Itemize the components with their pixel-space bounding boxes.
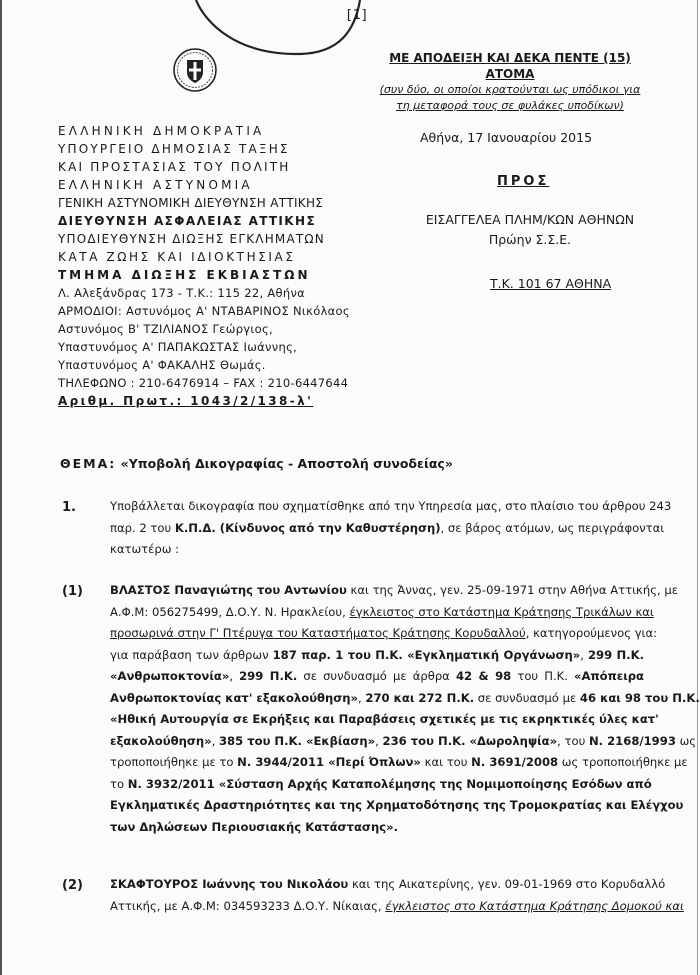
p1-line-6 bbox=[110, 688, 700, 710]
issuing-authority-block bbox=[58, 122, 368, 410]
person-1-paragraph bbox=[110, 580, 700, 838]
delivery-block bbox=[360, 50, 660, 114]
p1-r8f: , του bbox=[557, 733, 589, 748]
p1-r1: και της Άννας, γεν. 25-09-1971 στην Αθήνα Αττικής, με bbox=[346, 583, 679, 597]
p1-r9e: ως τροποποιήθηκε με bbox=[558, 755, 688, 769]
officer-1: Αστυνόμος Α' ΝΤΑΒΑΡΙΝΟΣ Νικόλαος bbox=[126, 304, 350, 318]
delivery-note-2: τη μεταφορά τους σε φυλάκες υποδίκων) bbox=[396, 99, 624, 112]
p1-r6e: 46 και 98 του Π.Κ. bbox=[579, 690, 700, 705]
p1-r8g: Ν. 2168/1993 bbox=[588, 733, 676, 748]
p1-line-7: «Ηθική Αυτουργία σε Εκρήξεις και Παραβάσεις σχετικές με τις εκρηκτικές ύλες κατ' bbox=[110, 712, 659, 726]
p1-r4d: 299 Π.Κ. bbox=[587, 647, 644, 662]
s1-l2c: , σε βάρος ατόμων, ως περιγράφονται bbox=[440, 520, 665, 535]
section-1-line-2 bbox=[110, 518, 665, 540]
p1-r9b: Ν. 3944/2011 «Περί Όπλων» bbox=[237, 755, 421, 769]
p1-r8e: 236 του Π.Κ. «Δωροληψία» bbox=[382, 733, 558, 748]
delivery-line-2: ΑΤΟΜΑ bbox=[485, 67, 535, 81]
officers-label: ΑΡΜΟΔΙΟΙ: bbox=[58, 304, 123, 318]
subject-line bbox=[60, 456, 453, 471]
p1-line-11: Εγκληματικές Δραστηριότητες και της Χρηματοδότησης της Τρομοκρατίας και Ελέγχου bbox=[110, 798, 684, 812]
p1-r8a: εξακολούθηση» bbox=[110, 733, 212, 748]
p1-r8b: , bbox=[211, 733, 219, 748]
p1-line-4 bbox=[110, 645, 644, 667]
delivery-line-1: ΜΕ ΑΠΟΔΕΙΞΗ ΚΑΙ ΔΕΚΑ ΠΕΝΤΕ (15) bbox=[389, 51, 631, 65]
p1-r5f: του Π.Κ. bbox=[511, 669, 575, 683]
recipient-line-1: ΕΙΣΑΓΓΕΛΕΑ ΠΛΗΜ/ΚΩΝ ΑΘΗΝΩΝ bbox=[425, 212, 635, 227]
postal-address: Τ.Κ. 101 67 ΑΘΗΝΑ bbox=[490, 276, 612, 291]
section-1-line-1: Υποβάλλεται δικογραφία που σχηματίσθηκε από την Υπηρεσία μας, στο πλαίσιο του άρθρου 243 bbox=[110, 499, 672, 513]
person-2-name: ΣΚΑΦΤΟΥΡΟΣ Ιωάννης του Νικολάου bbox=[110, 877, 349, 891]
authority-line-4: ΕΛΛΗΝΙΚΗ ΑΣΤΥΝΟΜΙΑ bbox=[58, 178, 253, 192]
p1-r2b: έγκλειστος στο Κατάστημα Κράτησης Τρικάλων και bbox=[349, 604, 654, 619]
protocol-number: Αριθμ. Πρωτ.: 1043/2/138-λ' bbox=[58, 394, 314, 408]
officers-line-1 bbox=[58, 302, 368, 320]
p1-line-3 bbox=[110, 623, 658, 645]
page-number: [1] bbox=[345, 8, 369, 23]
delivery-note-1: (συν δύο, οι οποίοι κρατούνται ως υπόδικοι για bbox=[379, 83, 641, 96]
section-1-number: 1. bbox=[62, 500, 76, 515]
p1-r6b: , bbox=[358, 690, 366, 705]
p2-line-1 bbox=[110, 874, 666, 896]
p1-r6c: 270 και 272 Π.Κ. bbox=[365, 690, 475, 705]
greek-state-emblem-icon bbox=[172, 47, 218, 93]
authority-line-7: ΥΠΟΔΙΕΥΘΥΝΣΗ ΔΙΩΞΗΣ ΕΓΚΛΗΜΑΤΩΝ bbox=[58, 232, 325, 246]
p2-line-2 bbox=[110, 896, 684, 918]
p1-r5d: σε συνδυασμό με άρθρα bbox=[297, 669, 456, 683]
document-date: Αθήνα, 17 Ιανουαρίου 2015 bbox=[420, 130, 593, 145]
p1-r5b: , bbox=[229, 669, 240, 683]
recipient-block bbox=[395, 210, 665, 250]
p1-r10a: το bbox=[110, 776, 128, 791]
s1-l2b: Κ.Π.Δ. (Κίνδυνος από την Καθυστέρηση) bbox=[174, 520, 441, 535]
section-1-paragraph bbox=[110, 496, 672, 561]
authority-line-1: ΕΛΛΗΝΙΚΗ ΔΗΜΟΚΡΑΤΙΑ bbox=[58, 124, 265, 138]
person-1-name: ΒΛΑΣΤΟΣ Παναγιώτης του Αντωνίου bbox=[110, 583, 347, 597]
p1-r3a: προσωρινά στην Γ' Πτέρυγα του Καταστήματος Κράτησης Κορυδαλλού bbox=[110, 626, 526, 640]
p1-line-8 bbox=[110, 731, 697, 753]
p2-r2b: έγκλειστος στο Κατάστημα Κράτησης Δομοκού και bbox=[385, 898, 684, 913]
s1-l2a: παρ. 2 του bbox=[110, 520, 175, 535]
p1-r4b: 187 παρ. 1 του Π.Κ. «Εγκληματική Οργάνωση» bbox=[272, 647, 581, 662]
p1-r6a: Ανθρωποκτονίας κατ' εξακολούθηση» bbox=[110, 690, 359, 705]
p1-r8h: ως bbox=[675, 733, 697, 748]
p1-r2a: Α.Φ.Μ: 056275499, Δ.Ο.Υ. Ν. Ηρακλείου, bbox=[110, 604, 350, 619]
p1-r10b: Ν. 3932/2011 «Σύσταση Αρχής Καταπολέμησης της Νομιμοποίησης Εσόδων από bbox=[127, 776, 652, 791]
p1-r3b: , κατηγορούμενος για: bbox=[525, 626, 658, 640]
person-2-paragraph bbox=[110, 874, 684, 917]
to-label: ΠΡΟΣ bbox=[497, 174, 550, 189]
p1-r5e: 42 & 98 bbox=[455, 669, 512, 683]
person-2-number: (2) bbox=[62, 878, 83, 893]
phone-fax: ΤΗΛΕΦΩΝΟ : 210-6476914 – FAX : 210-6447644 bbox=[58, 376, 349, 390]
p1-r5a: «Ανθρωποκτονία» bbox=[110, 669, 230, 683]
officer-3: Υπαστυνόμος Α' ΠΑΠΑΚΩΣΤΑΣ Ιωάννης, bbox=[58, 340, 298, 354]
authority-line-6: ΔΙΕΥΘΥΝΣΗ ΑΣΦΑΛΕΙΑΣ ΑΤΤΙΚΗΣ bbox=[58, 214, 317, 228]
recipient-line-2: Πρώην Σ.Σ.Ε. bbox=[488, 232, 572, 247]
p1-line-2 bbox=[110, 602, 654, 624]
p1-line-1 bbox=[110, 580, 679, 602]
section-1-line-3: κατωτέρω : bbox=[110, 542, 180, 556]
subject-text: «Υποβολή Δικογραφίας - Αποστολή συνοδείας» bbox=[120, 456, 453, 471]
p2-r1: και της Αικατερίνης, γεν. 09-01-1969 στο Κορυδαλλό bbox=[348, 877, 666, 891]
p1-r9c: και του bbox=[420, 755, 472, 769]
p1-r5g: «Απόπειρα bbox=[574, 669, 645, 683]
p1-r4c: , bbox=[580, 647, 588, 662]
p1-r6d: σε συνδυασμό με bbox=[474, 690, 580, 705]
p1-r5c: 299 Π.Κ. bbox=[239, 669, 298, 683]
officer-2: Αστυνόμος Β' ΤΖΙΛΙΑΝΟΣ Γεώργιος, bbox=[58, 322, 273, 336]
p1-r9a: τροποποιήθηκε με το bbox=[110, 755, 238, 769]
authority-line-5: ΓΕΝΙΚΗ ΑΣΤΥΝΟΜΙΚΗ ΔΙΕΥΘΥΝΣΗ ΑΤΤΙΚΗΣ bbox=[58, 196, 324, 210]
p1-r8c: 385 του Π.Κ. «Εκβίαση» bbox=[218, 733, 376, 748]
p2-r2a: Αττικής, με Α.Φ.Μ: 034593233 Δ.Ο.Υ. Νίκαιας, bbox=[110, 898, 386, 913]
authority-line-8: ΚΑΤΑ ΖΩΗΣ ΚΑΙ ΙΔΙΟΚΤΗΣΙΑΣ bbox=[58, 250, 296, 264]
p1-line-10 bbox=[110, 774, 652, 796]
department-name: ΤΜΗΜΑ ΔΙΩΞΗΣ ΕΚΒΙΑΣΤΩΝ bbox=[58, 268, 311, 282]
p1-r4a: για παράβαση των άρθρων bbox=[110, 647, 273, 662]
officer-4: Υπαστυνόμος Α' ΦΑΚΑΛΗΣ Θωμάς. bbox=[58, 358, 266, 372]
authority-line-3: ΚΑΙ ΠΡΟΣΤΑΣΙΑΣ ΤΟΥ ΠΟΛΙΤΗ bbox=[58, 160, 291, 174]
p1-line-5 bbox=[110, 666, 644, 688]
p1-line-9 bbox=[110, 752, 688, 774]
authority-line-2: ΥΠΟΥΡΓΕΙΟ ΔΗΜΟΣΙΑΣ ΤΑΞΗΣ bbox=[58, 142, 290, 156]
p1-r9d: Ν. 3691/2008 bbox=[471, 755, 559, 769]
p1-r8d: , bbox=[375, 733, 383, 748]
person-1-number: (1) bbox=[62, 584, 83, 599]
address: Λ. Αλεξάνδρας 173 - Τ.Κ.: 115 22, Αθήνα bbox=[58, 286, 306, 300]
p1-line-12: των Δηλώσεων Περιουσιακής Κατάστασης». bbox=[110, 819, 398, 834]
subject-label: ΘΕΜΑ: bbox=[60, 456, 117, 471]
